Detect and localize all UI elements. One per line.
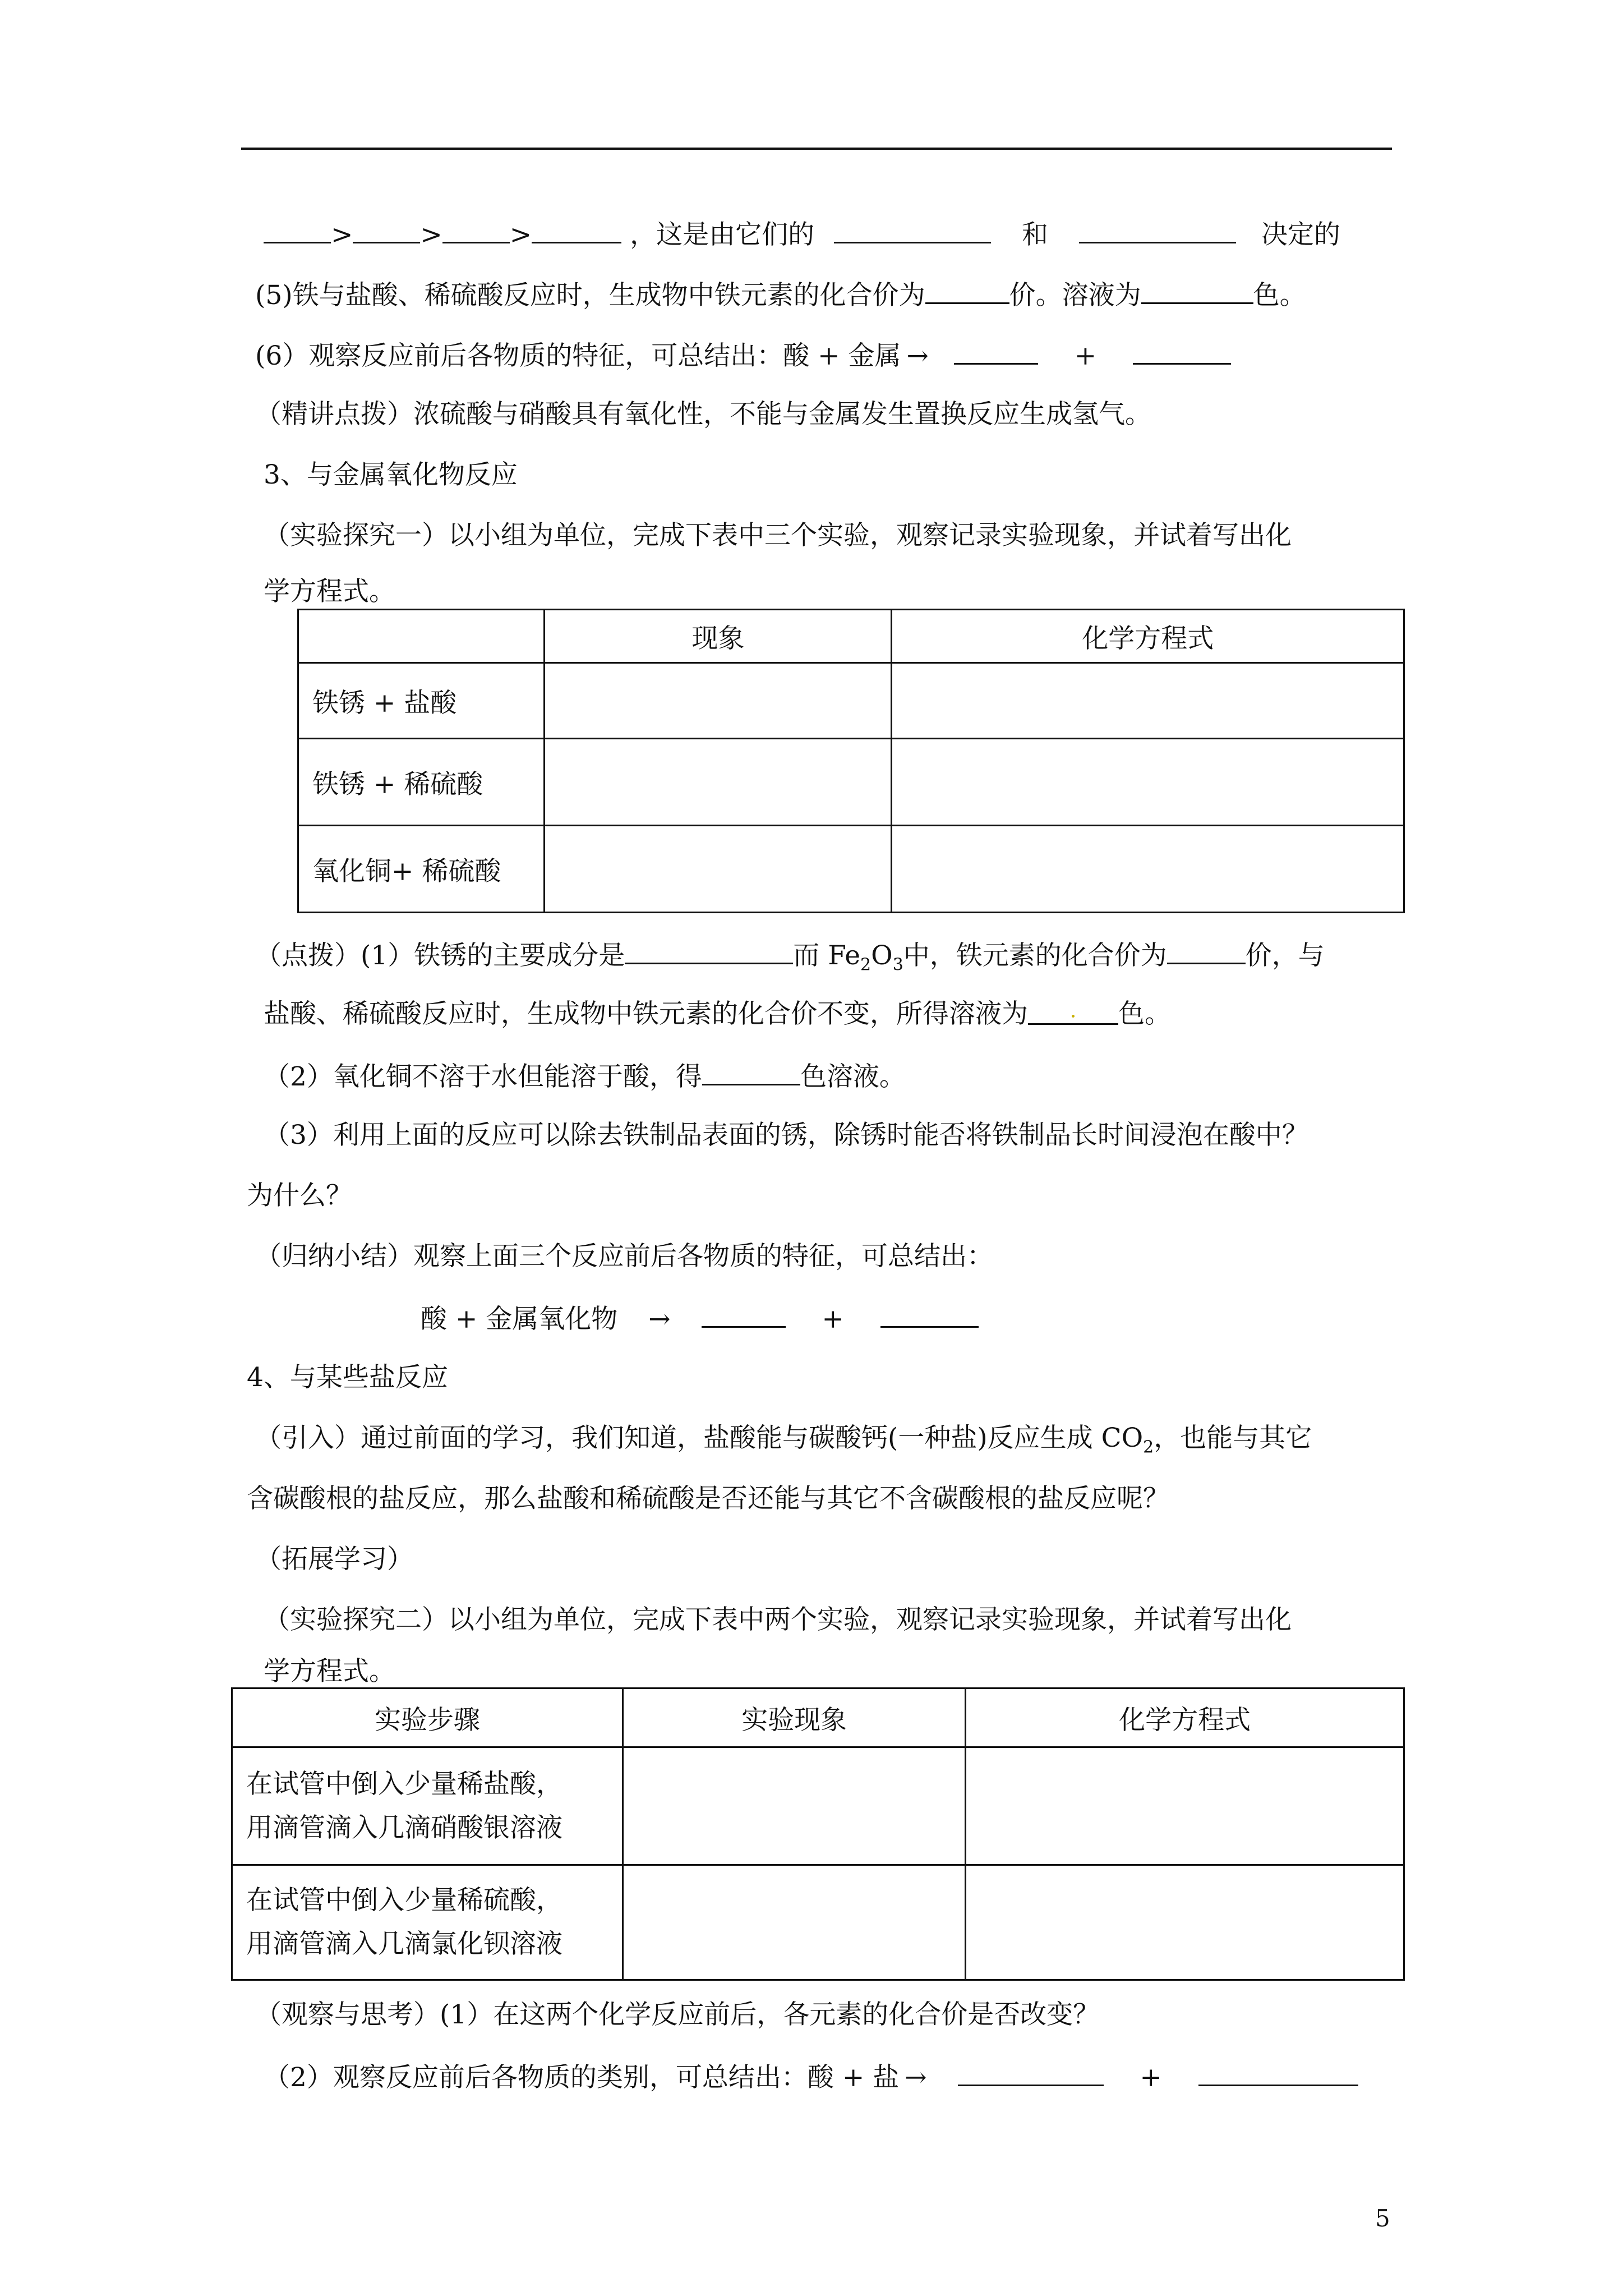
- line-observe-2: （2）观察反应前后各物质的类别，可总结出：酸 + 盐 → +: [264, 2059, 1358, 2095]
- line-intro-cont: 含碳酸根的盐反应，那么盐酸和稀硫酸是否还能与其它不含碳酸根的盐反应呢？: [247, 1483, 1169, 1514]
- answer-cell: [623, 1747, 966, 1865]
- line-hint-2: （2）氧化铜不溶于水但能溶于酸，得 色溶液。: [264, 1058, 906, 1094]
- blank: [1028, 997, 1118, 1025]
- section-heading-3: 3、与金属氧化物反应: [264, 459, 518, 490]
- answer-cell: [545, 826, 892, 913]
- table-experiment-2: 实验步骤 实验现象 化学方程式 在试管中倒入少量稀盐酸， 用滴管滴入几滴硝酸银溶液 在试管中倒入少量稀硫酸， 用滴管滴入几滴氯化钡溶液: [231, 1687, 1405, 1981]
- line-summary-formula: 酸 + 金属氧化物 → +: [421, 1300, 979, 1336]
- blank: [954, 337, 1038, 365]
- blank: [958, 2059, 1104, 2086]
- table-row: 在试管中倒入少量稀硫酸， 用滴管滴入几滴氯化钡溶液: [232, 1865, 1404, 1980]
- answer-cell: [892, 663, 1404, 739]
- line-experiment-1: （实验探究一）以小组为单位，完成下表中三个实验，观察记录实验现象，并试着写出化: [264, 520, 1292, 551]
- blank: [1133, 337, 1231, 365]
- blank: [702, 1300, 786, 1328]
- blank: [1079, 216, 1236, 243]
- answer-cell: [545, 663, 892, 739]
- blank: [353, 216, 420, 243]
- line-tip: （精讲点拨）浓硫酸与硝酸具有氧化性，不能与金属发生置换反应生成氢气。: [255, 399, 1151, 430]
- answer-cell: [966, 1865, 1404, 1980]
- line-item-5: (5)铁与盐酸、稀硫酸反应时，生成物中铁元素的化合价为 价。溶液为 色。: [255, 277, 1306, 312]
- line-hint-3: （3）利用上面的反应可以除去铁制品表面的锈，除锈时能否将铁制品长时间浸泡在酸中？: [264, 1120, 1308, 1151]
- line-observe: （观察与思考）(1）在这两个化学反应前后，各元素的化合价是否改变？: [255, 1999, 1100, 2030]
- line-hint-1-cont: 盐酸、稀硫酸反应时，生成物中铁元素的化合价不变，所得溶液为 色。: [264, 999, 1171, 1029]
- page-number: 5: [1375, 2205, 1390, 2232]
- answer-cell: [966, 1747, 1404, 1865]
- line-item-6: (6）观察反应前后各物质的特征，可总结出：酸 + 金属 → +: [255, 337, 1231, 373]
- blank: [264, 216, 331, 243]
- table-row: 氧化铜+ 稀硫酸: [298, 826, 1404, 913]
- table-row: 铁锈 + 稀硫酸: [298, 739, 1404, 826]
- line-hint-3-cont: 为什么？: [247, 1180, 352, 1211]
- line-experiment-1-cont: 学方程式。: [264, 576, 395, 607]
- blank: [880, 1300, 979, 1328]
- blank: [925, 277, 1009, 304]
- table-experiment-1: 现象 化学方程式 铁锈 + 盐酸 铁锈 + 稀硫酸 氧化铜+ 稀硫酸: [297, 609, 1405, 913]
- line-experiment-2-cont: 学方程式。: [264, 1656, 395, 1687]
- blank: [1167, 937, 1246, 964]
- line-summary: （归纳小结）观察上面三个反应前后各物质的特征，可总结出：: [255, 1241, 993, 1272]
- blank: [532, 216, 621, 243]
- line-experiment-2: （实验探究二）以小组为单位，完成下表中两个实验，观察记录实验现象，并试着写出化: [264, 1604, 1292, 1635]
- table-row: 在试管中倒入少量稀盐酸， 用滴管滴入几滴硝酸银溶液: [232, 1747, 1404, 1865]
- answer-cell: [892, 739, 1404, 826]
- table-row: 铁锈 + 盐酸: [298, 663, 1404, 739]
- section-heading-4: 4、与某些盐反应: [247, 1362, 448, 1393]
- line-ranking: > > > ，这是由它们的 和 决定的: [264, 216, 1340, 252]
- blank: [442, 216, 510, 243]
- answer-cell: [892, 826, 1404, 913]
- header-rule: [241, 148, 1392, 150]
- answer-cell: [545, 739, 892, 826]
- blank: [1141, 277, 1253, 304]
- blank: [702, 1058, 800, 1085]
- blank: [1198, 2059, 1358, 2086]
- line-extension: （拓展学习）: [255, 1544, 413, 1575]
- blank: [625, 937, 793, 964]
- answer-cell: [623, 1865, 966, 1980]
- blank: [834, 216, 991, 243]
- line-intro: （引入）通过前面的学习，我们知道，盐酸能与碳酸钙(一种盐)反应生成 $CO_2$，也能与其它: [255, 1423, 1312, 1457]
- line-hint-1: （点拨）(1）铁锈的主要成分是 而 $Fe_2O_3$中，铁元素的化合价为 价，与: [255, 937, 1325, 973]
